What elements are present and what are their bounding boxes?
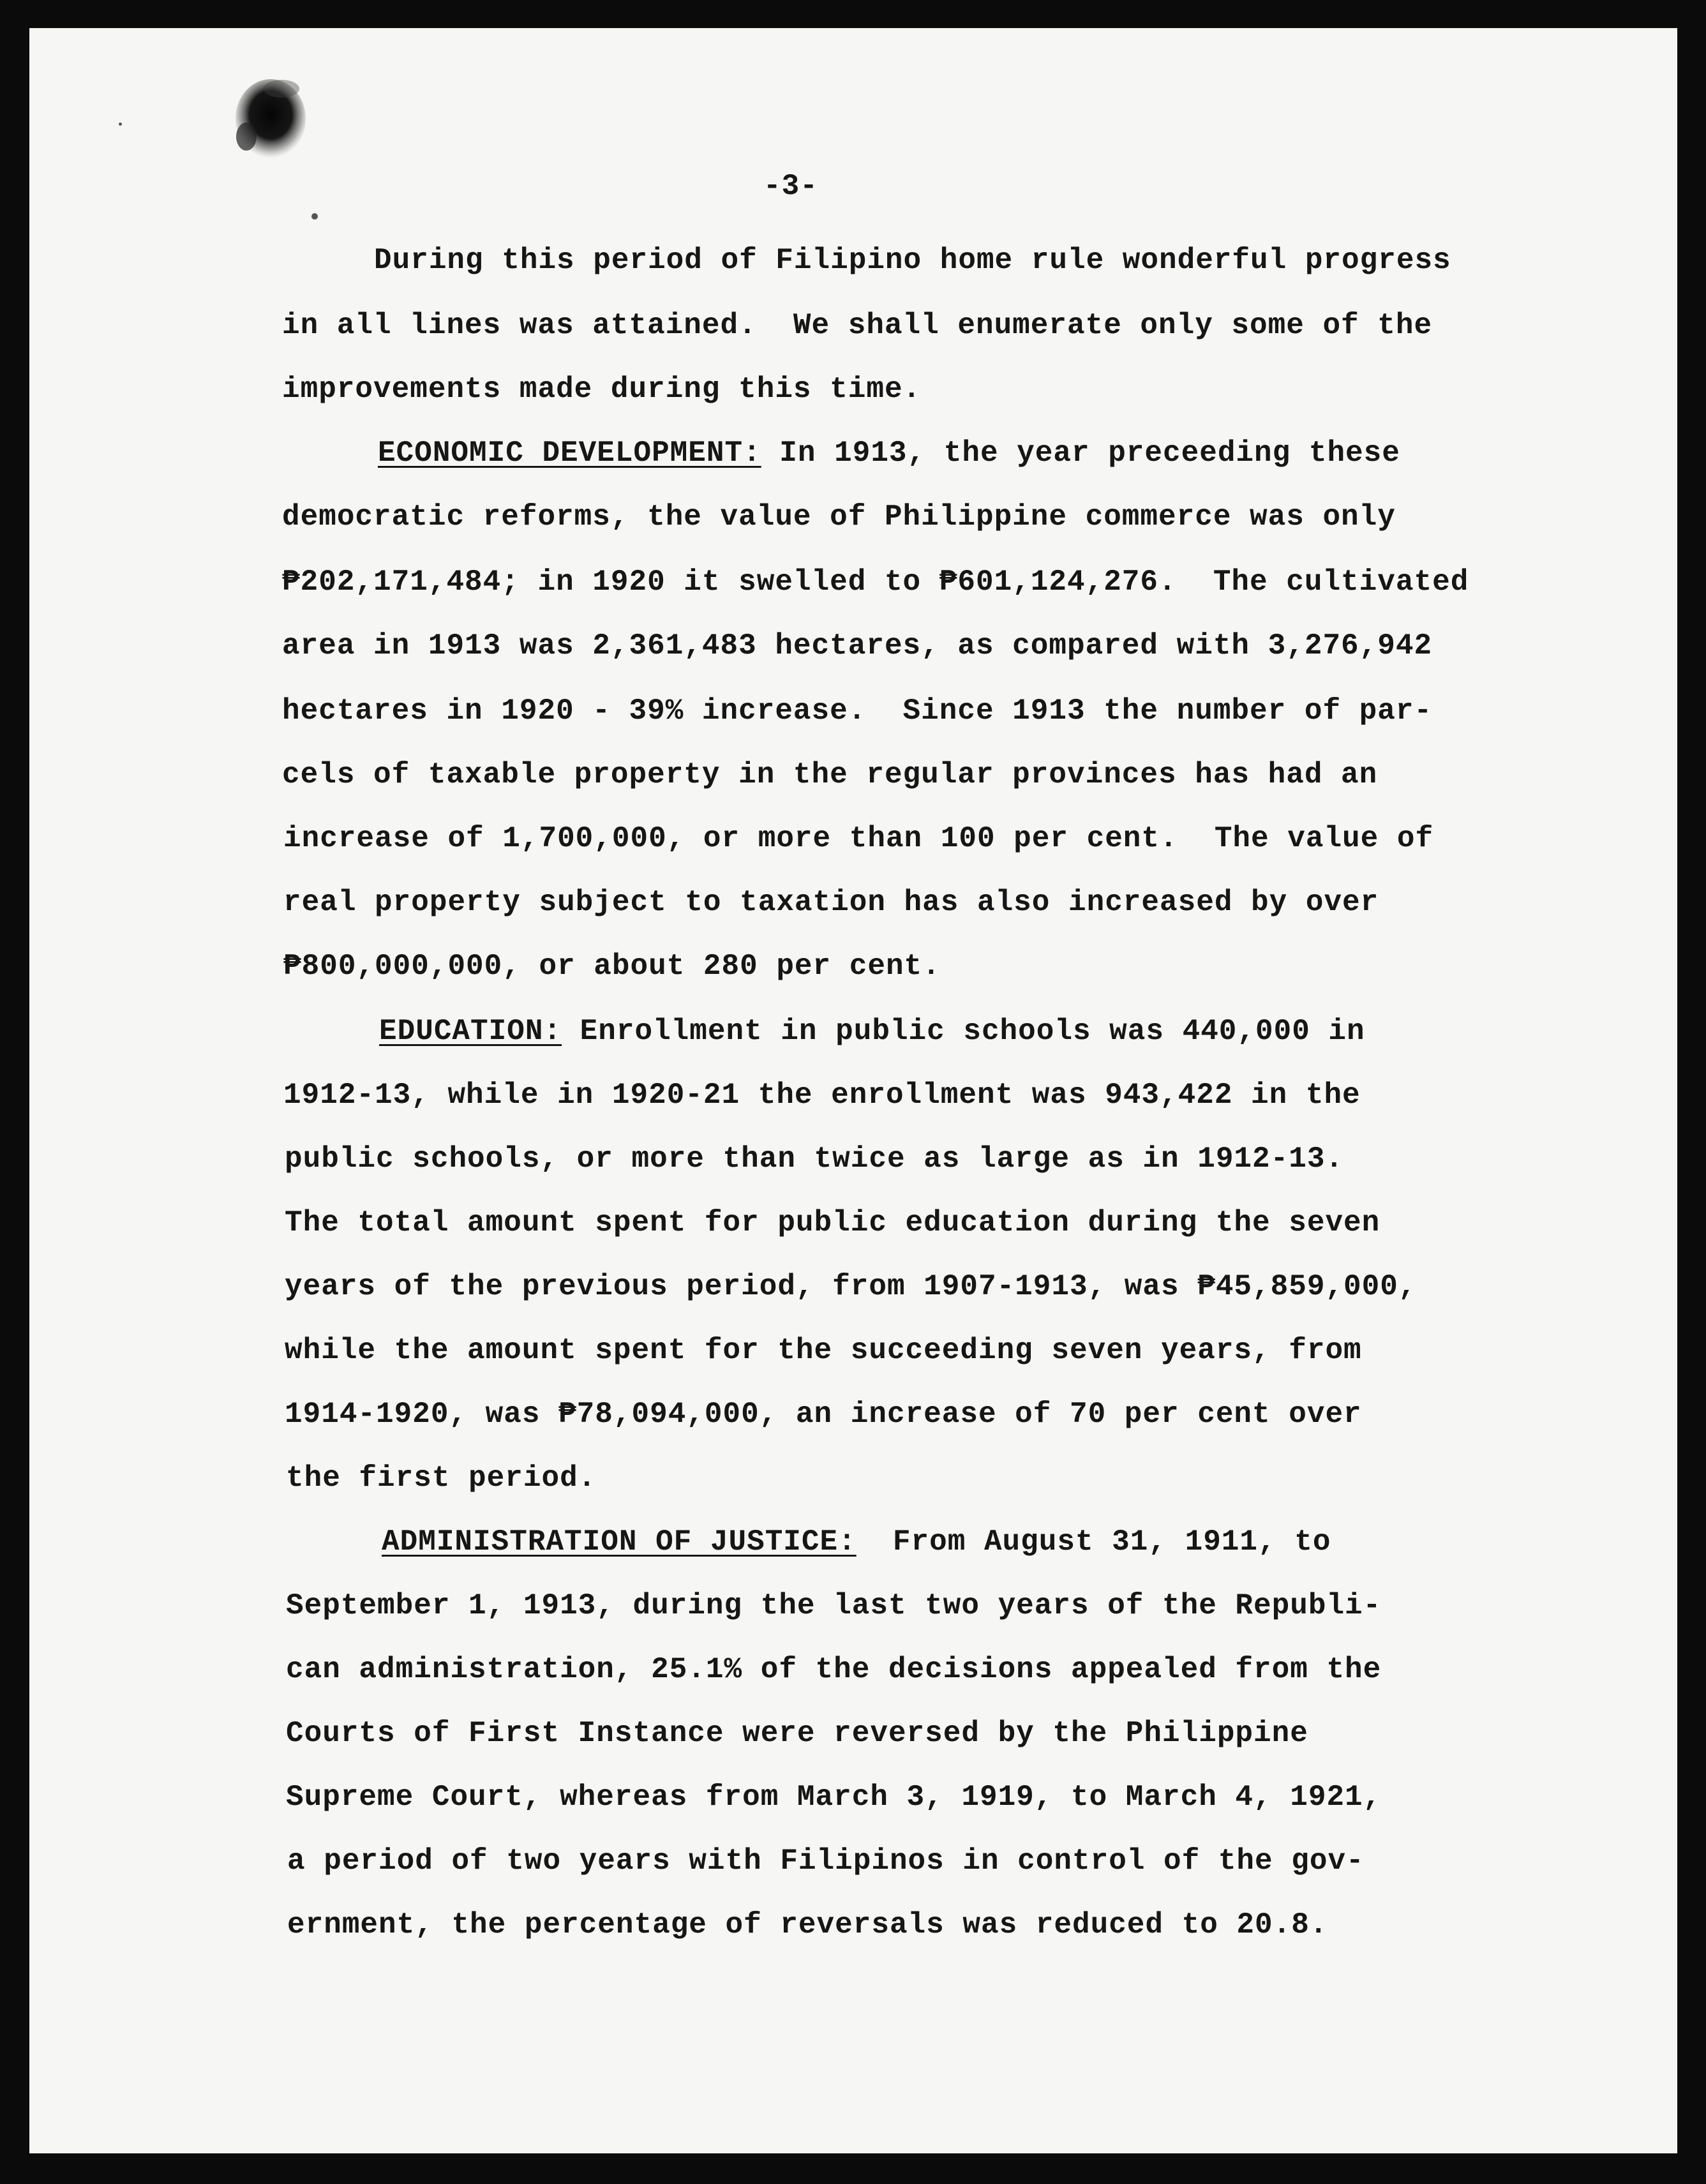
education-line: while the amount spent for the succeeding seven years, from bbox=[285, 1334, 1362, 1367]
economic-heading: ECONOMIC DEVELOPMENT: bbox=[378, 437, 761, 470]
ink-speck bbox=[119, 123, 122, 126]
economic-line: hectares in 1920 - 39% increase. Since 1913 the number of par- bbox=[282, 694, 1433, 728]
education-heading: EDUCATION: bbox=[379, 1015, 562, 1048]
intro-line: improvements made during this time. bbox=[282, 373, 922, 406]
education-line: years of the previous period, from 1907-1913, was ₱45,859,000, bbox=[285, 1270, 1417, 1303]
ink-speck bbox=[311, 213, 318, 220]
typewritten-page bbox=[29, 28, 1677, 2153]
economic-first-line bbox=[378, 437, 1400, 470]
economic-line: real property subject to taxation has also increased by over bbox=[283, 886, 1379, 919]
intro-line: in all lines was attained. We shall enumerate only some of the bbox=[282, 309, 1433, 342]
economic-line: increase of 1,700,000, or more than 100 per cent. The value of bbox=[283, 822, 1434, 855]
page-number: -3- bbox=[763, 170, 818, 203]
economic-line: ₱202,171,484; in 1920 it swelled to ₱601,124,276. The cultivated bbox=[282, 565, 1469, 599]
justice-line: a period of two years with Filipinos in control of the gov- bbox=[287, 1844, 1365, 1878]
justice-line: can administration, 25.1% of the decisions appealed from the bbox=[286, 1653, 1382, 1686]
education-line: 1912-13, while in 1920-21 the enrollment was 943,422 in the bbox=[283, 1079, 1361, 1112]
economic-line: ₱800,000,000, or about 280 per cent. bbox=[283, 950, 941, 983]
education-line: the first period. bbox=[286, 1462, 597, 1495]
economic-line: cels of taxable property in the regular provinces has had an bbox=[282, 758, 1378, 791]
justice-line: September 1, 1913, during the last two years of the Republi- bbox=[286, 1589, 1382, 1622]
economic-first-line-rest: In 1913, the year preceeding these bbox=[761, 437, 1400, 470]
education-line: 1914-1920, was ₱78,094,000, an increase of 70 per cent over bbox=[285, 1398, 1362, 1431]
justice-line: Courts of First Instance were reversed by the Philippine bbox=[286, 1717, 1308, 1750]
education-first-line bbox=[379, 1015, 1365, 1048]
justice-heading: ADMINISTRATION OF JUSTICE: bbox=[382, 1525, 857, 1559]
economic-line: area in 1913 was 2,361,483 hectares, as compared with 3,276,942 bbox=[282, 629, 1433, 662]
justice-first-line-rest: From August 31, 1911, to bbox=[856, 1525, 1331, 1559]
education-line: The total amount spent for public education during the seven bbox=[285, 1206, 1381, 1239]
education-line: public schools, or more than twice as large as in 1912-13. bbox=[285, 1142, 1344, 1176]
economic-line: democratic reforms, the value of Philippine commerce was only bbox=[282, 500, 1396, 534]
intro-line: During this period of Filipino home rule wonderful progress bbox=[374, 244, 1451, 277]
justice-line: Supreme Court, whereas from March 3, 1919, to March 4, 1921, bbox=[286, 1781, 1382, 1814]
education-first-line-rest: Enrollment in public schools was 440,000 in bbox=[562, 1015, 1365, 1048]
justice-line: ernment, the percentage of reversals was reduced to 20.8. bbox=[287, 1908, 1328, 1941]
justice-first-line bbox=[382, 1525, 1331, 1559]
ink-blot-stain bbox=[221, 73, 317, 168]
